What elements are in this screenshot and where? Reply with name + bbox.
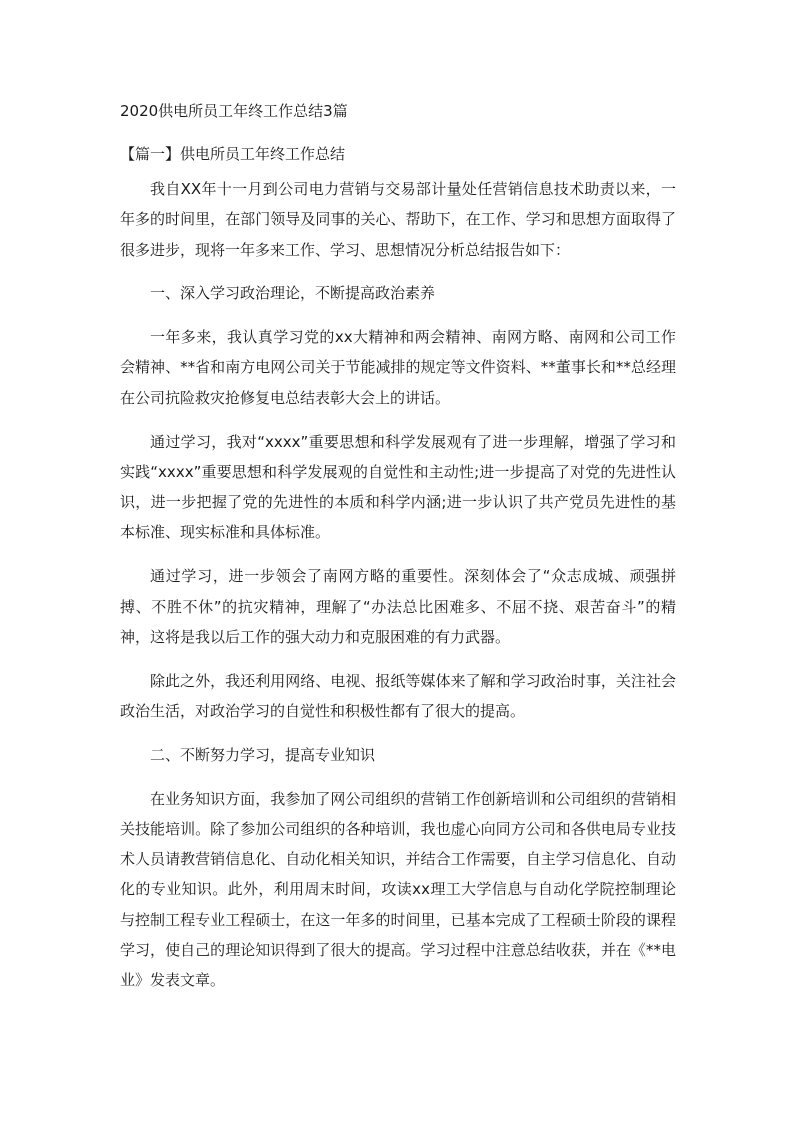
subheading-professional-study: 二、不断努力学习，提高专业知识: [150, 745, 376, 764]
paragraph-strategy: 通过学习，进一步领会了南网方略的重要性。深刻体会了“众志成城、顽强拼搏、不胜不休”的抗灾精神，理解了“办法总比困难多、不屈不挠、艰苦奋斗”的精神，这将是我以后工作的强大动力和克服困难的有力武器。: [120, 567, 676, 646]
document-body: [120, 174, 676, 996]
paragraph-study-content: 一年多来，我认真学习党的xx大精神和两会精神、南网方略、南网和公司工作会精神、**省和南方电网公司关于节能减排的规定等文件资料、**董事长和**总经理在公司抗险救灾抢修复电总结表彰大会上的讲话。: [120, 328, 676, 407]
paragraph-media-learning: 除此之外，我还利用网络、电视、报纸等媒体来了解和学习政治时事，关注社会政治生活，对政治学习的自觉性和积极性都有了很大的提高。: [120, 671, 676, 720]
paragraph-professional-training: 在业务知识方面，我参加了网公司组织的营销工作创新培训和公司组织的营销相关技能培训。除了参加公司组织的各种培训，我也虚心向同方公司和各供电局专业技术人员请教营销信息化、自动化相关知识，并结合工作需要，自主学习信息化、自动化的专业知识。此外，利用周末时间，攻读xx理工大学信息与自动化学院控制理论与控制工程专业工程硕士，在这一年多的时间里，已基本完成了工程硕士阶段的课程学习，使自己的理论知识得到了很大的提高。学习过程中注意总结收获，并在《**电业》发表文章。: [120, 789, 676, 990]
paragraph-intro: 我自XX年十一月到公司电力营销与交易部计量处任营销信息技术助责以来，一年多的时间里，在部门领导及同事的关心、帮助下，在工作、学习和思想方面取得了很多进步，现将一年多来工作、学习、思想情况分析总结报告如下：: [120, 180, 676, 259]
section-heading: 【篇一】供电所员工年终工作总结: [120, 145, 346, 163]
paragraph-study-outcome: 通过学习，我对“xxxx”重要思想和科学发展观有了进一步理解，增强了学习和实践“xxxx”重要思想和科学发展观的自觉性和主动性;进一步提高了对党的先进性认识，进一步把握了党的先进性的本质和科学内涵;进一步认识了共产党员先进性的基本标准、现实标准和具体标准。: [120, 432, 676, 542]
document-title: 2020供电所员工年终工作总结3篇: [120, 102, 348, 120]
subheading-political-study: 一、深入学习政治理论，不断提高政治素养: [150, 284, 436, 303]
